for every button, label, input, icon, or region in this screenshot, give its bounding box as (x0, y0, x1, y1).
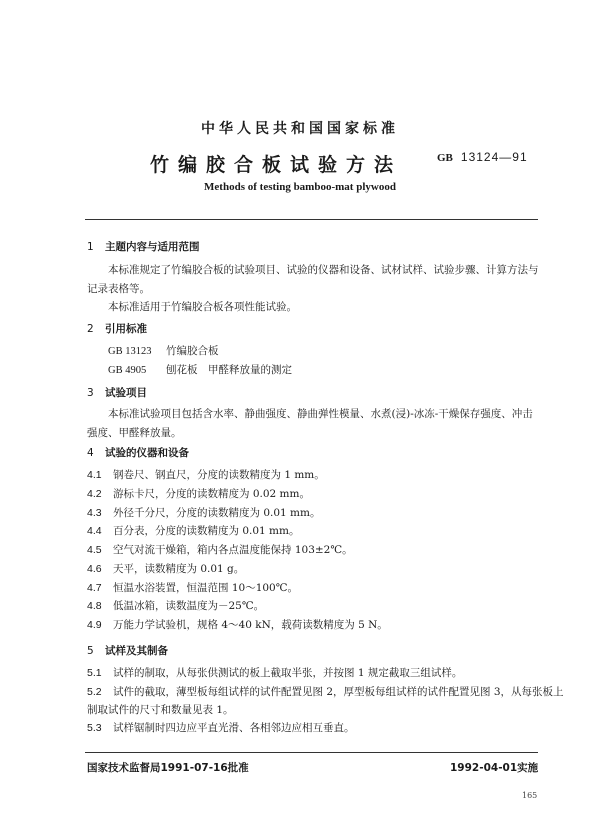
list-item: 4.8 低温冰箱，读数温度为－25℃。 (87, 600, 265, 612)
list-item-continuation: 制取试件的尺寸和数量见表 1。 (87, 704, 234, 716)
list-item: 4.4 百分表，分度的读数精度为 0.01 mm。 (87, 525, 300, 537)
list-item: 4.9 万能力学试验机，规格 4～40 kN，载荷读数精度为 5 N。 (87, 619, 388, 631)
header-divider (85, 219, 538, 220)
document-title-english: Methods of testing bamboo-mat plywood (204, 181, 396, 193)
standard-code (437, 150, 528, 164)
reference-item: GB 4905 刨花板 甲醛释放量的测定 (108, 364, 292, 376)
national-standard-label: 中华人民共和国国家标准 (201, 121, 399, 137)
section-heading-2: 2 引用标准 (87, 323, 147, 335)
section-3-paragraph: 本标准试验项目包括含水率、静曲强度、静曲弹性模量、水煮(浸)-冰冻-干燥保存强度、冲击强度、甲醛释放量。 (87, 408, 533, 439)
list-item: 4.2 游标卡尺，分度的读数精度为 0.02 mm。 (87, 488, 310, 500)
list-item: 4.1 钢卷尺、钢直尺，分度的读数精度为 1 mm。 (87, 469, 325, 481)
page-number: 165 (522, 791, 538, 800)
section-heading-4: 4 试验的仪器和设备 (87, 447, 189, 459)
approval-date: 国家技术监督局1991-07-16批准 (87, 762, 249, 774)
list-item: 5.3 试样锯制时四边应平直光滑、各相邻边应相互垂直。 (87, 722, 355, 734)
footer-divider (85, 752, 538, 753)
list-item: 5.2 试件的截取，薄型板每组试样的试件配置见图 2，厚型板每组试样的试件配置见图 3，从每张板上 (87, 686, 564, 698)
list-item: 4.5 空气对流干燥箱，箱内各点温度能保持 103±2℃。 (87, 544, 353, 556)
section-1-paragraph-1: 本标准规定了竹编胶合板的试验项目、试验的仪器和设备、试材试样、试验步骤、计算方法与记录表格等。 (87, 264, 539, 295)
list-item: 5.1 试样的制取，从每张供测试的板上截取半张，并按图 1 规定截取三组试样。 (87, 667, 463, 679)
list-item: 4.3 外径千分尺，分度的读数精度为 0.01 mm。 (87, 507, 321, 519)
list-item: 4.6 天平，读数精度为 0.01 g。 (87, 563, 245, 575)
standard-code-prefix: GB (437, 152, 453, 164)
section-heading-3: 3 试验项目 (87, 387, 147, 399)
document-title: 竹编胶合板试验方法 (150, 154, 403, 176)
section-heading-5: 5 试样及其制备 (87, 645, 168, 657)
effective-date: 1992-04-01实施 (450, 762, 539, 774)
section-heading-1: 1 主题内容与适用范围 (87, 241, 200, 253)
section-1-paragraph-2: 本标准适用于竹编胶合板各项性能试验。 (108, 301, 297, 313)
standard-code-number: 13124—91 (460, 150, 528, 164)
reference-item: GB 13123 竹编胶合板 (108, 345, 219, 357)
list-item: 4.7 恒温水浴装置，恒温范围 10～100℃。 (87, 582, 298, 594)
